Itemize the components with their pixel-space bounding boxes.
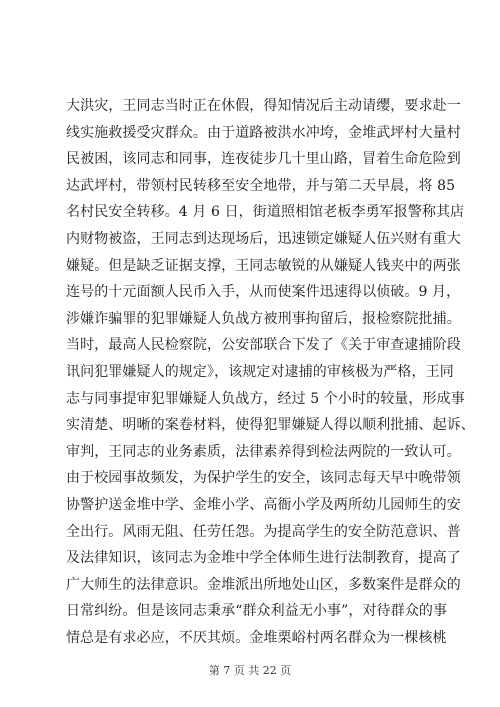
text-line: 嫌疑。但是缺乏证据支撑，王同志敏锐的从嫌疑人钱夹中的两张 — [66, 257, 461, 274]
page-number-footer: 第 7 页 共 22 页 — [208, 664, 292, 677]
text-line: 涉嫌诈骗罪的犯罪嫌疑人负战方被刑事拘留后，报检察院批捕。 — [66, 310, 461, 327]
text-line: 全出行。风雨无阻、任劳任怨。为提高学生的安全防范意识、普 — [66, 523, 461, 540]
document-body — [66, 93, 475, 651]
text-line: 民被困，该同志和同事，连夜徒步几十里山路，冒着生命危险到 — [66, 151, 461, 168]
text-line: 审判，王同志的业务素质，法律素养得到检法两院的一致认可。 — [66, 443, 461, 460]
text-line: 讯问犯罪嫌疑人的规定》，该规定对逮捕的审核极为严格，王同 — [66, 363, 454, 380]
text-line: 连号的十元面额人民币入手，从而使案件迅速得以侦破。9 月， — [66, 284, 461, 301]
text-line: 线实施救援受灾群众。由于道路被洪水冲垮，金堆武坪村大量村 — [66, 124, 461, 141]
text-line: 实清楚、明晰的案卷材料，使得犯罪嫌疑人得以顺利批捕、起诉、 — [66, 417, 475, 434]
text-line: 名村民安全转移。4 月 6 日，街道照相馆老板李勇军报警称其店 — [66, 204, 465, 221]
text-line: 大洪灾，王同志当时正在休假，得知情况后主动请缨，要求赴一 — [66, 98, 461, 114]
text-line: 内财物被盗，王同志到达现场后，迅速锁定嫌疑人伍兴财有重大 — [66, 230, 461, 247]
text-line: 达武坪村，带领村民转移至安全地带，并与第二天早晨，将 85 — [66, 177, 456, 194]
text-line: 日常纠纷。但是该同志秉承“群众利益无小事”，对待群众的事 — [66, 603, 448, 620]
text-line: 当时，最高人民检察院，公安部联合下发了《关于审查逮捕阶段 — [66, 337, 461, 354]
text-line: 由于校园事故频发，为保护学生的安全，该同志每天早中晚带领 — [66, 470, 461, 487]
text-line: 情总是有求必应，不厌其烦。金堆栗峪村两名群众为一棵核桃 — [66, 629, 447, 646]
text-line: 及法律知识，该同志为金堆中学全体师生进行法制教育，提高了 — [66, 550, 461, 567]
text-line: 协警护送金堆中学、金堆小学、高衙小学及两所幼儿园师生的安 — [66, 496, 461, 513]
text-line: 志与同事提审犯罪嫌疑人负战方，经过 5 个小时的较量，形成事 — [66, 390, 465, 407]
text-line: 广大师生的法律意识。金堆派出所地处山区，多数案件是群众的 — [66, 576, 461, 593]
